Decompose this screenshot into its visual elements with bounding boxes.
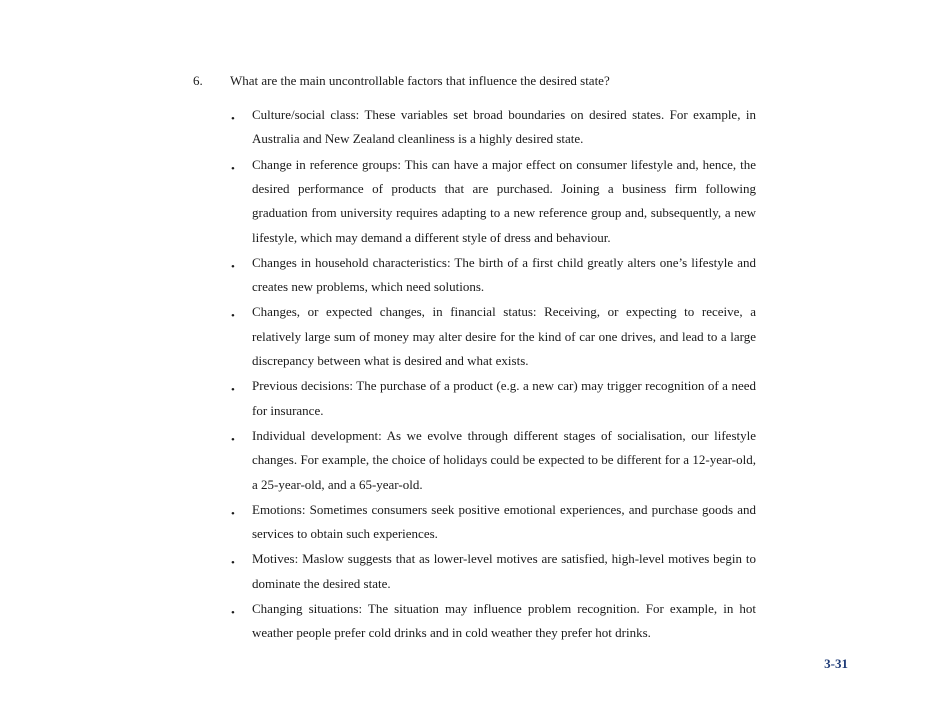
question-6: [193, 73, 763, 89]
bullet-icon: •: [231, 162, 235, 175]
bullet-icon: •: [231, 606, 235, 619]
list-item: [230, 107, 756, 152]
list-item: [230, 551, 756, 596]
list-item: [230, 502, 756, 547]
bullet-icon: •: [231, 113, 235, 125]
bullet-text: Changing situations: The situation may influence problem recognition. For example, in hot weather people prefer cold drinks and in cold weather they prefer hot drinks.: [252, 600, 756, 641]
list-item: [230, 378, 756, 423]
bullet-icon: •: [231, 384, 235, 397]
bullet-text: Motives: Maslow suggests that as lower-level motives are satisfied, high-level motives begin to dominate the desired state.: [252, 551, 756, 591]
bullet-text: Culture/social class: These variables set broad boundaries on desired states. For example, in Australia and New Zealand cleanliness is a highly desired state.: [252, 107, 756, 147]
list-item: [230, 157, 756, 251]
bullet-icon: •: [231, 260, 235, 273]
list-item: [230, 304, 756, 373]
bullet-text: Emotions: Sometimes consumers seek positive emotional experiences, and purchase goods and services to obtain such experiences.: [252, 501, 756, 542]
bullet-icon: •: [231, 433, 235, 446]
bullet-text: Change in reference groups: This can have a major effect on consumer lifestyle and, hence, the desired performance of products that are purchased. Joining a business firm following graduation from university requires adapting to a new reference group and, subsequently, a new lifestyle, which may demand a different style of dress and behaviour.: [252, 156, 756, 245]
page-number: 3-31: [824, 656, 848, 671]
bullet-text: Individual development: As we evolve through different stages of socialisation, our lifestyle changes. For example, the choice of holidays could be expected to be different for a 12-year-old, a 25-year-old, and a 65-year-old.: [252, 427, 756, 492]
bullet-icon: •: [231, 310, 235, 323]
list-item: [230, 428, 756, 497]
bullet-text: Changes in household characteristics: The birth of a first child greatly alters one’s lifestyle and creates new problems, which need solutions.: [252, 254, 756, 295]
list-item: [230, 601, 756, 646]
bullet-list: [230, 107, 756, 650]
list-item: [230, 255, 756, 300]
bullet-icon: •: [231, 507, 235, 520]
bullet-text: Previous decisions: The purchase of a product (e.g. a new car) may trigger recognition of a need for insurance.: [252, 378, 756, 418]
question-text: What are the main uncontrollable factors that influence the desired state?: [230, 73, 610, 88]
bullet-icon: •: [231, 557, 235, 570]
question-number: 6.: [193, 73, 203, 88]
bullet-text: Changes, or expected changes, in financial status: Receiving, or expecting to receive, a relatively large sum of money may alter desire for the kind of car one drives, and lead to a large discrepancy between what is desired and what exists.: [252, 304, 756, 369]
